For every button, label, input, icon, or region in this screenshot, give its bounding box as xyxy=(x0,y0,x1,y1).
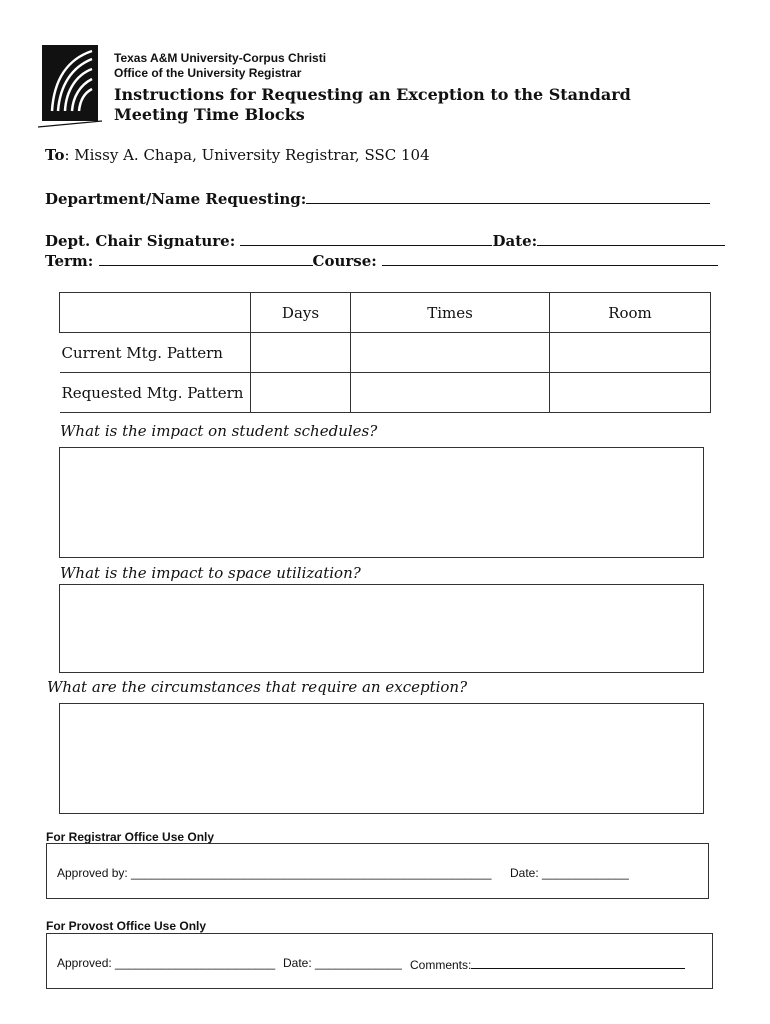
row-label-requested: Requested Mtg. Pattern xyxy=(60,373,251,413)
institution-name: Texas A&M University-Corpus Christi xyxy=(114,51,327,65)
table-header-row xyxy=(60,293,711,333)
department-input[interactable] xyxy=(306,189,710,204)
table-header-blank xyxy=(60,293,251,333)
table-header-times: Times xyxy=(351,293,550,333)
provost-date-field[interactable]: Date: _____________ xyxy=(283,956,402,970)
student-schedules-answer-box[interactable] xyxy=(59,447,704,558)
department-line xyxy=(45,189,710,208)
recipient-line xyxy=(45,146,430,164)
requested-room-cell[interactable] xyxy=(550,373,711,413)
table-header-room: Room xyxy=(550,293,711,333)
chair-signature-input[interactable] xyxy=(240,231,492,246)
provost-section-heading: For Provost Office Use Only xyxy=(46,919,207,933)
to-value: : Missy A. Chapa, University Registrar, SSC 104 xyxy=(64,146,430,164)
term-label: Term: xyxy=(45,252,99,270)
current-room-cell[interactable] xyxy=(550,333,711,373)
date-label: Date: xyxy=(492,232,538,250)
question-student-schedules: What is the impact on student schedules? xyxy=(60,422,378,440)
question-circumstances: What are the circumstances that require an exception? xyxy=(47,678,468,696)
registrar-section-box xyxy=(46,843,709,899)
course-input[interactable] xyxy=(382,251,718,266)
current-times-cell[interactable] xyxy=(351,333,550,373)
provost-section-box xyxy=(46,933,713,989)
date-input[interactable] xyxy=(537,231,725,246)
term-course-line xyxy=(45,251,718,270)
provost-approved-field[interactable]: Approved: ________________________ xyxy=(57,956,276,970)
table-header-days: Days xyxy=(251,293,351,333)
term-input[interactable] xyxy=(99,251,313,266)
provost-comments-label: Comments: xyxy=(410,958,472,972)
table-row xyxy=(60,373,711,413)
table-row xyxy=(60,333,711,373)
form-title-line2: Meeting Time Blocks xyxy=(114,105,305,124)
circumstances-answer-box[interactable] xyxy=(59,703,704,814)
registrar-approved-by-field[interactable]: Approved by: ______________________________________________________ xyxy=(57,866,492,880)
registrar-section-heading: For Registrar Office Use Only xyxy=(46,830,215,844)
question-space-utilization: What is the impact to space utilization? xyxy=(60,564,361,582)
current-days-cell[interactable] xyxy=(251,333,351,373)
chair-signature-label: Dept. Chair Signature: xyxy=(45,232,241,250)
university-logo-icon xyxy=(38,45,102,129)
requested-times-cell[interactable] xyxy=(351,373,550,413)
meeting-pattern-table xyxy=(59,292,711,413)
department-label: Department/Name Requesting: xyxy=(45,190,307,208)
course-label: Course: xyxy=(312,252,383,270)
form-title-line1: Instructions for Requesting an Exception to the Standard xyxy=(114,85,631,104)
office-name: Office of the University Registrar xyxy=(114,66,302,80)
row-label-current: Current Mtg. Pattern xyxy=(60,333,251,373)
requested-days-cell[interactable] xyxy=(251,373,351,413)
to-label: To xyxy=(45,146,65,164)
signature-line xyxy=(45,231,725,250)
space-utilization-answer-box[interactable] xyxy=(59,584,704,673)
provost-comments-field[interactable] xyxy=(410,956,685,972)
provost-comments-input[interactable] xyxy=(471,956,685,969)
registrar-date-field[interactable]: Date: _____________ xyxy=(510,866,629,880)
